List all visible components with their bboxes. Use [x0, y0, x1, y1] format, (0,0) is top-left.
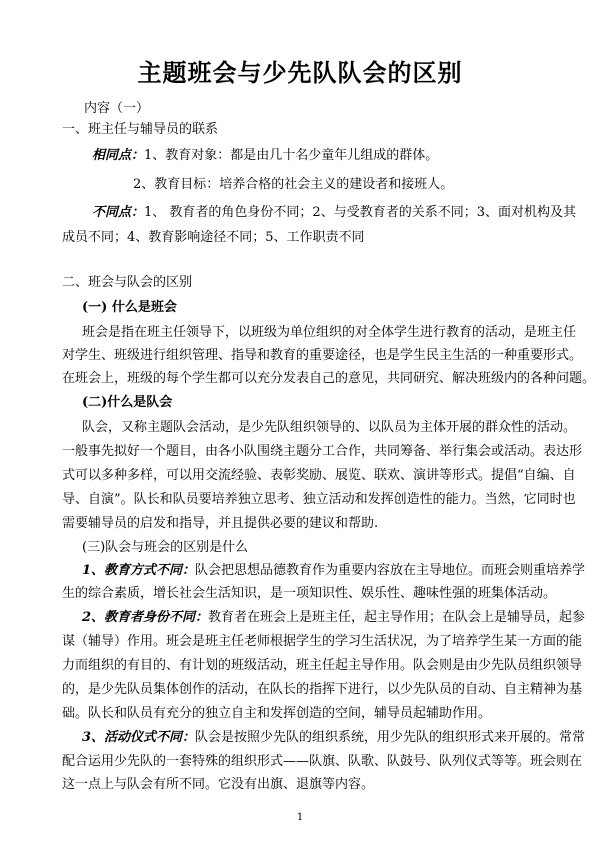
same-2: 2、教育目标：培养合格的社会主义的建设者和接班人。 — [133, 177, 454, 192]
sub-heading-1: (一) 什么是班会 — [82, 300, 177, 315]
d1-label: 1、教育方式不同： — [82, 563, 196, 578]
same-1: 1、教育对象：都是由几十名少童年儿组成的群体。 — [144, 148, 439, 163]
section-label: 内容（一） — [84, 101, 150, 116]
diff-label: 不同点： — [92, 205, 145, 220]
d1-line-2: 生的综合素质，增长社会生活知识，是一项知识性、娱乐性、趣味性强的班集体活动。 — [62, 586, 557, 601]
same-points — [92, 147, 438, 165]
heading-1: 一、班主任与辅导员的联系 — [62, 122, 219, 137]
d3-label: 3、活动仪式不同： — [82, 730, 196, 745]
heading-2: 二、班会与队会的区别 — [62, 275, 193, 290]
diff-2: 成员不同；4、教育影响途径不同；5、工作职责不同 — [62, 230, 365, 245]
sub-heading-2: (二)什么是队会 — [82, 395, 173, 410]
same-label: 相同点： — [92, 148, 145, 163]
p2-line-2: 一般事先拟好一个题目，由各小队围绕主题分工合作，共同筹备、举行集会或活动。表达形 — [62, 444, 583, 459]
document-title: 主题班会与少先队队会的区别 — [137, 58, 463, 87]
d2-text-1: 教育者在班会上是班主任，起主导作用；在队会上是辅导员，起参 — [208, 610, 586, 625]
page-number: 1 — [296, 812, 304, 823]
d2-line-3: 力而组织的有目的、有计划的班级活动，班主任起主导作用。队会则是由少先队员组织领导 — [62, 658, 583, 673]
d1-line-1 — [82, 562, 585, 580]
diff-1: 1、 教育者的角色身份不同；2、与受教育者的关系不同；3、面对机构及其 — [144, 205, 576, 220]
p2-line-4: 导、自演”。队长和队员要培养独立思考、独立活动和发挥创造性的能力。当然，它同时也 — [62, 492, 576, 507]
d2-line-1 — [82, 609, 585, 627]
d1-text-1: 队会把思想品德教育作为重要内容放在主导地位。而班会则重培养学 — [195, 563, 586, 578]
p2-line-3: 式可以多种多样，可以用交流经验、表彰奖励、展览、联欢、演讲等形式。提倡“自编、自 — [62, 468, 576, 483]
p2-line-1: 队会，又称主题队会活动，是少先队组织领导的、以队员为主体开展的群众性的活动。 — [82, 420, 577, 435]
d2-line-5: 础。队长和队员有充分的独立自主和发挥创造的空间，辅导员起辅助作用。 — [62, 706, 492, 721]
d3-line-2: 配合运用少先队的一套特殊的组织形式——队旗、队歌、队鼓号、队列仪式等等。班会则在 — [62, 754, 583, 769]
d3-line-3: 这一点上与队会有所不同。它没有出旗、退旗等内容。 — [62, 777, 375, 792]
p1-line-2: 对学生、班级进行组织管理、指导和教育的重要途径，也是学生民主生活的一种重要形式。 — [62, 348, 583, 363]
d2-line-2: 谋（辅导）作用。班会是班主任老师根据学生的学习生活状况，为了培养学生某一方面的能 — [62, 634, 583, 649]
p2-line-5: 需要辅导员的启发和指导，并且提供必要的建议和帮助. — [62, 516, 379, 531]
sub-heading-3: (三)队会与班会的区别是什么 — [82, 540, 249, 555]
p1-line-3: 在班会上，班级的每个学生都可以充分发表自己的意见，共同研究、解决班级内的各种问题。 — [62, 371, 596, 386]
d3-text-1: 队会是按照少先队的组织系统，用少先队的组织形式来开展的。常常 — [195, 730, 586, 745]
d3-line-1 — [82, 729, 585, 747]
diff-points — [92, 204, 576, 222]
p1-line-1: 班会是指在班主任领导下，以班级为单位组织的对全体学生进行教育的活动，是班主任 — [82, 325, 577, 340]
d2-line-4: 的，是少先队员集体创作的活动，在队长的指挥下进行，以少先队员的自动、自主精神为基 — [62, 682, 583, 697]
d2-label: 2、教育者身份不同： — [82, 610, 209, 625]
